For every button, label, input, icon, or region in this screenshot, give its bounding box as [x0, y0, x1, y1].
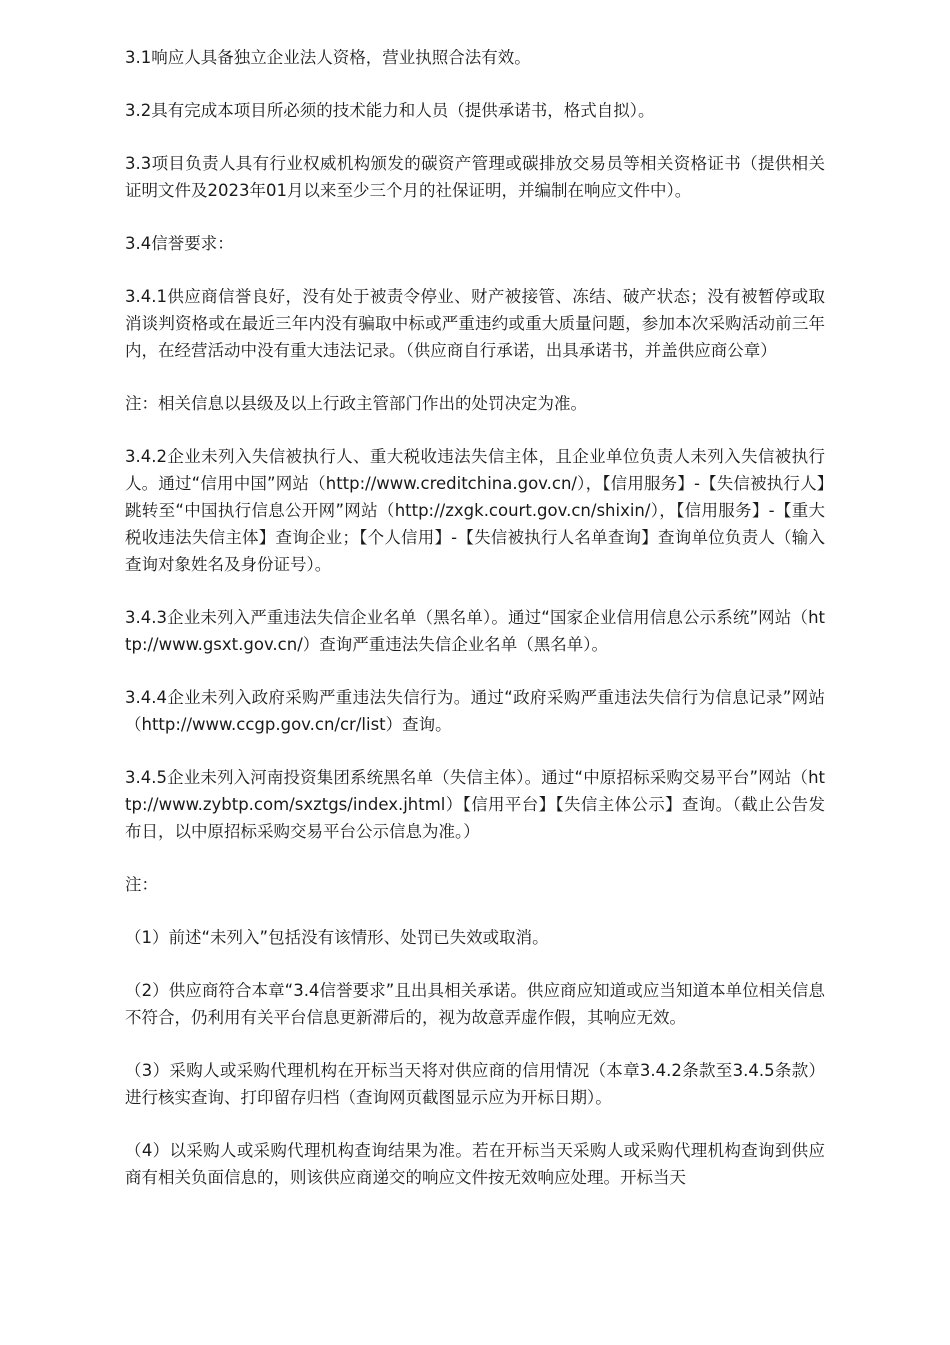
- paragraph-3-4-4: 3.4.4企业未列入政府采购严重违法失信行为。通过“政府采购严重违法失信行为信息记录”网站（http://www.ccgp.gov.cn/cr/list）查询。: [125, 688, 825, 734]
- paragraph-3-4-5: 3.4.5企业未列入河南投资集团系统黑名单（失信主体）。通过“中原招标采购交易平台”网站（http://www.zybtp.com/sxztgs/index.jhtml）【信用平台】【失信主体公示】查询。（截止公告发布日，以中原招标采购交易平台公示信息为准。）: [125, 768, 825, 841]
- paragraph-note-2: 注：: [125, 875, 158, 894]
- paragraph-3-4-2: 3.4.2企业未列入失信被执行人、重大税收违法失信主体，且企业单位负责人未列入失信被执行人。通过“信用中国”网站（http://www.creditchina.gov.cn/），【信用服务】-【失信被执行人】跳转至“中国执行信息公开网”网站（http://zxgk.court.gov.cn/shixin/），【信用服务】-【重大税收违法失信主体】查询企业；【个人信用】-【失信被执行人名单查询】查询单位负责人（输入查询对象姓名及身份证号）。: [125, 447, 825, 574]
- paragraph-3-3: 3.3项目负责人具有行业权威机构颁发的碳资产管理或碳排放交易员等相关资格证书（提供相关证明文件及2023年01月以来至少三个月的社保证明，并编制在响应文件中）。: [125, 154, 825, 200]
- paragraph-3-4: 3.4信誉要求：: [125, 234, 234, 253]
- paragraph-3-1: 3.1响应人具备独立企业法人资格，营业执照合法有效。: [125, 48, 531, 67]
- paragraph-note-item-1: （1）前述“未列入”包括没有该情形、处罚已失效或取消。: [125, 928, 549, 947]
- document-page: [125, 44, 825, 1217]
- paragraph-note-item-2: （2）供应商符合本章“3.4信誉要求”且出具相关承诺。供应商应知道或应当知道本单位相关信息不符合，仍利用有关平台信息更新滞后的，视为故意弄虚作假，其响应无效。: [125, 981, 825, 1027]
- paragraph-3-4-1: 3.4.1供应商信誉良好，没有处于被责令停业、财产被接管、冻结、破产状态；没有被暂停或取消谈判资格或在最近三年内没有骗取中标或严重违约或重大质量问题，参加本次采购活动前三年内，在经营活动中没有重大违法记录。（供应商自行承诺，出具承诺书，并盖供应商公章）: [125, 287, 825, 360]
- paragraph-note-item-3: （3）采购人或采购代理机构在开标当天将对供应商的信用情况（本章3.4.2条款至3.4.5条款）进行核实查询、打印留存归档（查询网页截图显示应为开标日期）。: [125, 1061, 825, 1107]
- paragraph-3-2: 3.2具有完成本项目所必须的技术能力和人员（提供承诺书，格式自拟）。: [125, 101, 655, 120]
- paragraph-note-1: 注：相关信息以县级及以上行政主管部门作出的处罚决定为准。: [125, 394, 587, 413]
- paragraph-note-item-4: （4）以采购人或采购代理机构查询结果为准。若在开标当天采购人或采购代理机构查询到供应商有相关负面信息的，则该供应商递交的响应文件按无效响应处理。开标当天: [125, 1141, 825, 1187]
- paragraph-3-4-3: 3.4.3企业未列入严重违法失信企业名单（黑名单）。通过“国家企业信用信息公示系统”网站（http://www.gsxt.gov.cn/）查询严重违法失信企业名单（黑名单）。: [125, 608, 825, 654]
